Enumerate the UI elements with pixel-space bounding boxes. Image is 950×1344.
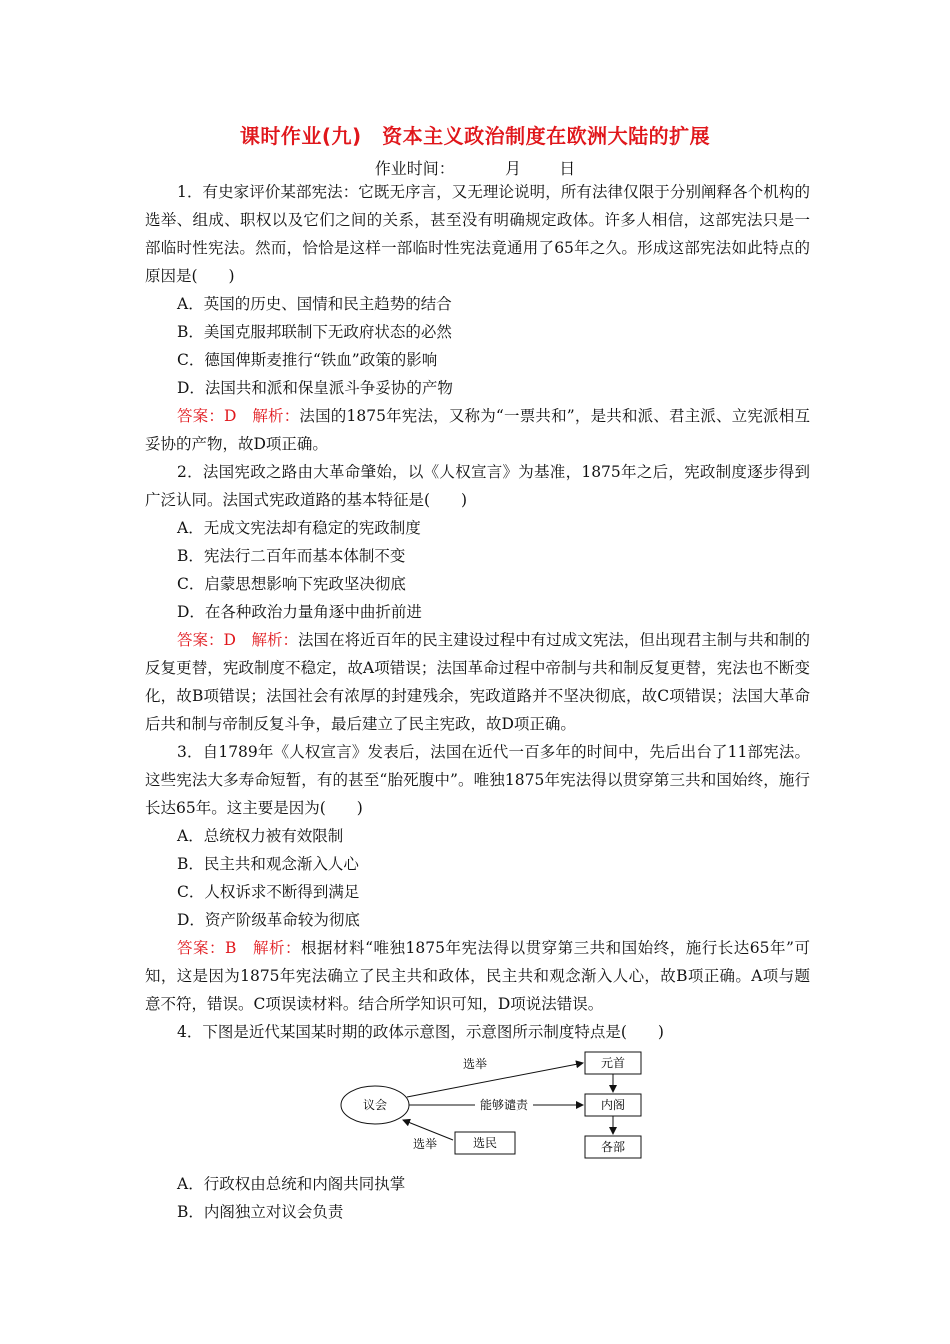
answer-explanation <box>145 402 810 458</box>
option-b: B．宪法行二百年而基本体制不变 <box>177 547 406 565</box>
option-b: B．美国克服邦联制下无政府状态的必然 <box>177 323 452 341</box>
option-d: D．在各种政治力量角逐中曲折前进 <box>177 603 422 621</box>
option-c: C．德国俾斯麦推行“铁血”政策的影响 <box>177 351 438 369</box>
head-label: 元首 <box>600 1056 626 1070</box>
voters-label: 选民 <box>472 1136 498 1150</box>
parliament-label: 议会 <box>362 1098 388 1112</box>
content <box>145 178 810 1226</box>
edge-label-elect-parliament: 选举 <box>412 1137 438 1151</box>
answer-text: 法国的1875年宪法，又称为“一票共和”，是共和派、君主派、立宪派相互妥协的产物，故D项正确。 <box>145 407 810 453</box>
edge-label-elect-head: 选举 <box>462 1057 488 1071</box>
option-c: C．启蒙思想影响下宪政坚决彻底 <box>177 575 406 593</box>
date-label: 作业时间： <box>374 159 455 178</box>
option-c: C．人权诉求不断得到满足 <box>177 883 360 901</box>
option-a: A．无成文宪法却有稳定的宪政制度 <box>177 519 421 537</box>
arrow-elect-head <box>407 1063 583 1097</box>
answer-tag: 答案：D 解析： <box>177 407 300 425</box>
question-stem: 1．有史家评价某部宪法：它既无序言，又无理论说明，所有法律仅限于分别阐释各个机构的选举、组成、职权以及它们之间的关系，甚至没有明确规定政体。许多人相信，这部宪法只是一部临时性宪法。然而，恰恰是这样一部临时性宪法竟通用了65年之久。形成这部宪法如此特点的原因是( ) <box>145 183 810 285</box>
cabinet-label: 内阁 <box>600 1098 626 1112</box>
option-b: B．民主共和观念渐入人心 <box>177 855 359 873</box>
option-d: D．法国共和派和保皇派斗争妥协的产物 <box>177 379 453 397</box>
page-title: 课时作业(九) 资本主义政治制度在欧洲大陆的扩展 <box>239 124 711 148</box>
answer-text: 根据材料“唯独1875年宪法得以贯穿第三共和国始终，施行长达65年”可知，这是因为1875年宪法确立了民主共和政体，民主共和观念渐入人心，故B项正确。A项与题意不符，错误。C项误读材料。结合所学知识可知，D项说法错误。 <box>145 939 810 1013</box>
option-a: A．行政权由总统和内阁共同执掌 <box>177 1175 406 1193</box>
answer-tag: 答案：B 解析： <box>177 939 302 957</box>
option-d: D．资产阶级革命较为彻底 <box>177 911 360 929</box>
question-stem: 3．自1789年《人权宣言》发表后，法国在近代一百多年的时间中，先后出台了11部宪法。这些宪法大多寿命短暂，有的甚至“胎死腹中”。唯独1875年宪法得以贯穿第三共和国始终，施行长达65年。这主要是因为( ) <box>145 743 810 817</box>
option-a: A．总统权力被有效限制 <box>177 827 344 845</box>
answer-explanation <box>145 626 810 738</box>
option-a: A．英国的历史、国情和民主趋势的结合 <box>177 295 452 313</box>
departments-label: 各部 <box>600 1140 626 1154</box>
answer-text: 法国在将近百年的民主建设过程中有过成文宪法，但出现君主制与共和制的反复更替，宪政制度不稳定，故A项错误；法国革命过程中帝制与共和制反复更替，宪法也不断变化，故B项错误；法国社会有浓厚的封建残余，宪政道路并不坚决彻底，故C项错误；法国大革命后共和制与帝制反复斗争，最后建立了民主宪政，故D项正确。 <box>145 631 810 733</box>
date-line <box>0 156 950 179</box>
answer-explanation <box>145 934 810 1018</box>
government-diagram <box>145 1050 810 1168</box>
question-stem: 4．下图是近代某国某时期的政体示意图，示意图所示制度特点是( ) <box>177 1023 664 1041</box>
date-day: 日 <box>559 159 576 178</box>
diagram-svg <box>145 1050 810 1168</box>
date-month: 月 <box>504 159 521 178</box>
option-b: B．内阁独立对议会负责 <box>177 1203 344 1221</box>
edge-label-impeach: 能够谴责 <box>479 1098 529 1112</box>
question-stem: 2．法国宪政之路由大革命肇始，以《人权宣言》为基准，1875年之后，宪政制度逐步得到广泛认同。法国式宪政道路的基本特征是( ) <box>145 463 810 509</box>
answer-tag: 答案：D 解析： <box>177 631 299 649</box>
